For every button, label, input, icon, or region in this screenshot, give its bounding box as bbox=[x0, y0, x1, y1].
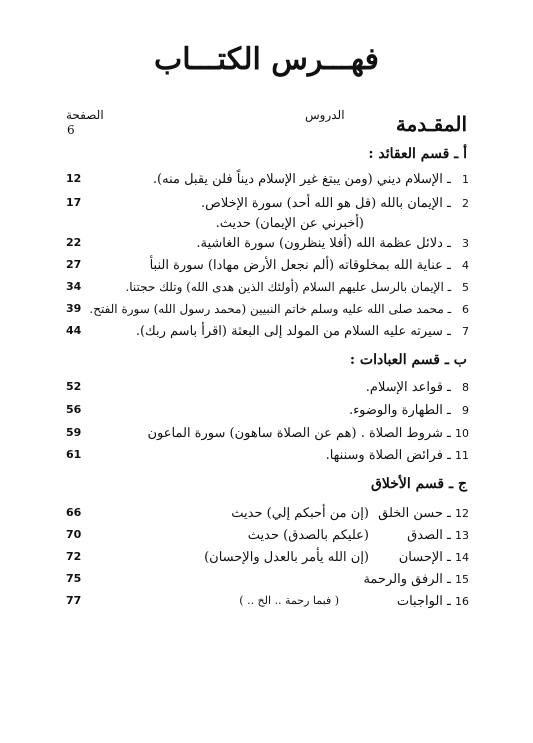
entry-number: 9 bbox=[462, 404, 469, 417]
introduction-page-number: 6 bbox=[67, 123, 75, 137]
toc-entry bbox=[62, 506, 469, 526]
entry-reference: (عليكم بالصدق) حديث bbox=[247, 528, 369, 543]
entry-number: 12 bbox=[455, 507, 469, 520]
toc-entry bbox=[62, 528, 469, 548]
toc-entry-continuation bbox=[62, 216, 469, 236]
lessons-column-header: الدروس bbox=[305, 108, 345, 122]
toc-entry bbox=[62, 594, 469, 614]
toc-entry bbox=[62, 572, 469, 592]
entry-reference: (إن الله يأمر بالعدل والإحسان) bbox=[204, 550, 369, 565]
entry-number: 14 bbox=[455, 551, 469, 564]
entry-title: ـ حسن الخلق bbox=[378, 506, 451, 521]
entry-reference: (إن من أحبكم إلي) حديث bbox=[231, 506, 369, 521]
entry-number: 15 bbox=[455, 573, 469, 586]
entry-title: ـ الرفق والرحمة bbox=[363, 572, 451, 587]
entry-number: 8 bbox=[462, 381, 469, 394]
entry-title: ـ فرائض الصلاة وسننها. bbox=[325, 448, 451, 463]
entry-page-number: 72 bbox=[66, 550, 82, 563]
entry-number: 13 bbox=[455, 529, 469, 542]
toc-entry bbox=[62, 236, 469, 256]
entry-title: ـ عناية الله بمخلوقاته (ألم نجعل الأرض مهادا) سورة النبأ bbox=[149, 258, 451, 273]
toc-entry bbox=[62, 380, 469, 400]
toc-entry bbox=[62, 403, 469, 423]
entry-number: 3 bbox=[462, 237, 469, 250]
entry-page-number: 70 bbox=[66, 528, 82, 541]
toc-entry bbox=[62, 280, 469, 300]
section-heading-ethics: ج ـ قسم الأخلاق bbox=[370, 476, 467, 492]
entry-number: 7 bbox=[462, 325, 469, 338]
entry-title: ـ الصدق bbox=[407, 528, 451, 543]
toc-entry bbox=[62, 426, 469, 446]
entry-reference: ( فبما رحمة .. الخ .. ) bbox=[239, 594, 339, 607]
entry-page-number: 27 bbox=[66, 258, 82, 271]
entry-number: 6 bbox=[462, 303, 469, 316]
entry-page-number: 77 bbox=[66, 594, 82, 607]
entry-title: ـ الإسلام ديني (ومن يبتغ غير الإسلام ديناً فلن يقبل منه). bbox=[152, 172, 451, 187]
entry-page-number: 59 bbox=[66, 426, 82, 439]
entry-page-number: 39 bbox=[66, 302, 82, 315]
entry-title: ـ الإيمان بالله (قل هو الله أحد) سورة الإخلاص. bbox=[201, 196, 451, 211]
section-heading-beliefs: أ ـ قسم العقائد : bbox=[368, 146, 467, 162]
entry-title: ـ الإيمان بالرسل عليهم السلام (أولئك الذين هدى الله) وتلك حجتنا. bbox=[125, 280, 452, 294]
toc-entry bbox=[62, 258, 469, 278]
entry-title: ـ قواعد الإسلام. bbox=[365, 380, 451, 395]
toc-entry bbox=[62, 550, 469, 570]
entry-number: 11 bbox=[455, 449, 469, 462]
entry-number: 5 bbox=[462, 281, 469, 294]
toc-entry bbox=[62, 302, 469, 322]
entry-page-number: 75 bbox=[66, 572, 82, 585]
entry-page-number: 12 bbox=[66, 172, 82, 185]
introduction-heading: المقـدمة bbox=[395, 112, 467, 136]
entry-number: 16 bbox=[455, 595, 469, 608]
entry-title: ـ محمد صلى الله عليه وسلم خاتم النبيين (محمد رسول الله) سورة الفتح. bbox=[89, 302, 452, 316]
entry-title: ـ دلائل عظمة الله (أفلا ينظرون) سورة الغاشية. bbox=[196, 236, 451, 251]
entry-title: ـ شروط الصلاة . (هم عن الصلاة ساهون) سورة الماعون bbox=[147, 426, 451, 441]
toc-entry bbox=[62, 448, 469, 468]
entry-title: ـ الطهارة والوضوء. bbox=[348, 403, 451, 418]
entry-number: 1 bbox=[462, 173, 469, 186]
entry-page-number: 44 bbox=[66, 324, 82, 337]
toc-entry bbox=[62, 324, 469, 344]
entry-page-number: 56 bbox=[66, 403, 82, 416]
page-column-header: الصفحة bbox=[66, 108, 104, 122]
section-heading-worship: ب ـ قسم العبادات : bbox=[349, 352, 467, 368]
entry-number: 4 bbox=[462, 259, 469, 272]
entry-number: 2 bbox=[462, 197, 469, 210]
entry-title: ـ الإحسان bbox=[398, 550, 451, 565]
toc-entry bbox=[62, 172, 469, 192]
entry-title: (أخبرني عن الإيمان) حديث. bbox=[215, 216, 364, 231]
entry-page-number: 22 bbox=[66, 236, 82, 249]
entry-page-number: 17 bbox=[66, 196, 82, 209]
entry-page-number: 66 bbox=[66, 506, 82, 519]
entry-title: ـ سيرته عليه السلام من المولد إلى البعثة (اقرأ باسم ربك). bbox=[135, 324, 451, 339]
entry-title: ـ الواجبات bbox=[396, 594, 451, 609]
entry-number: 10 bbox=[455, 427, 469, 440]
toc-entry bbox=[62, 196, 469, 216]
entry-page-number: 52 bbox=[66, 380, 82, 393]
page-title: فهـــرس الكتـــاب bbox=[154, 42, 379, 77]
entry-page-number: 61 bbox=[66, 448, 82, 461]
entry-page-number: 34 bbox=[66, 280, 82, 293]
